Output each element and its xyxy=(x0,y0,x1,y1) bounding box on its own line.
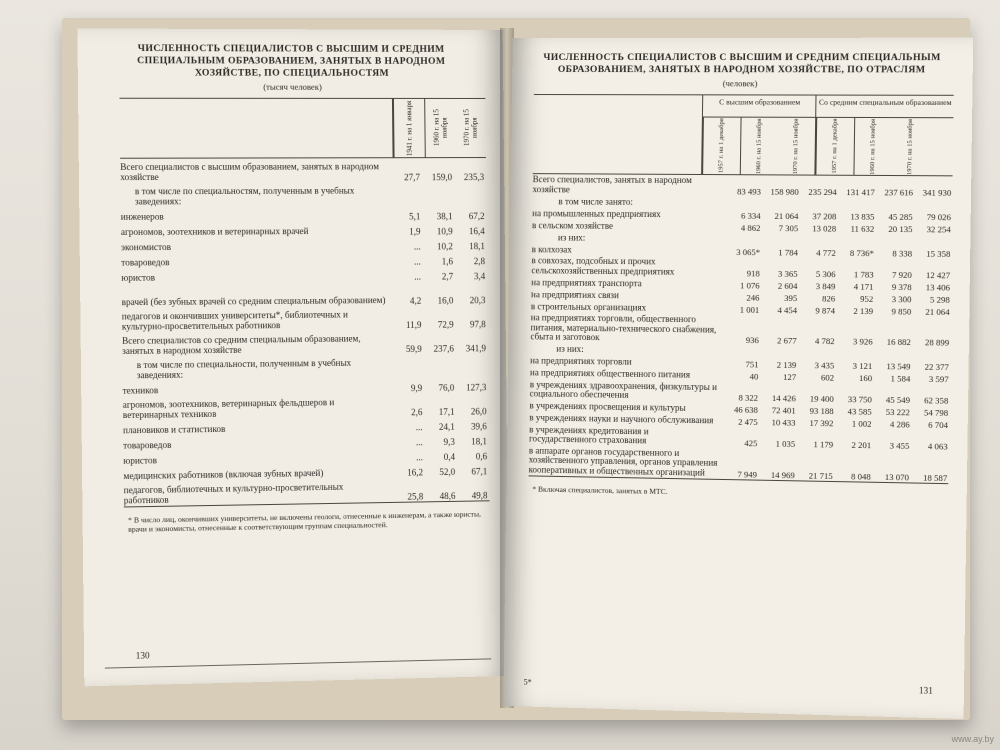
left-header-year: 1941 г. на 1 января xyxy=(393,99,425,157)
row-value: 59,9 xyxy=(405,343,422,355)
row-value: 237 616 xyxy=(884,186,914,198)
row-value: 4 454 xyxy=(777,304,798,315)
row-value: 45 285 xyxy=(888,211,913,222)
right-header-year: 1957 г. на 1 декабря xyxy=(703,118,741,175)
row-value: 246 xyxy=(746,291,760,303)
row-value: 1,6 xyxy=(441,256,454,267)
row-value: 40 xyxy=(749,371,759,382)
row-value: 3 849 xyxy=(815,280,836,291)
row-value: ... xyxy=(416,452,423,463)
left-page-title: ЧИСЛЕННОСТЬ СПЕЦИАЛИСТОВ С ВЫСШИМ И СРЕДНИМ СПЕЦИАЛЬНЫМ ОБРАЗОВАНИЕМ, ЗАНЯТЫХ В НАРОДНОМ ХОЗЯЙСТВЕ, ПО СПЕЦИАЛЬНОСТЯМ xyxy=(137,43,446,79)
row-value: 97,8 xyxy=(469,319,486,330)
row-value: 67,1 xyxy=(471,466,488,477)
row-value: 2,6 xyxy=(411,407,423,418)
row-value: 3,4 xyxy=(473,271,486,282)
row-value: 7 305 xyxy=(778,222,799,233)
row-value: 1 179 xyxy=(813,439,834,450)
row-value: 2,7 xyxy=(441,271,454,282)
row-value: 1 783 xyxy=(853,268,874,280)
row-value: 79 026 xyxy=(926,211,952,222)
row-value: 3 597 xyxy=(928,373,949,385)
row-value: 22 377 xyxy=(924,361,949,373)
row-value: 3 455 xyxy=(889,440,910,451)
row-value: 1 076 xyxy=(740,279,760,291)
row-value: 952 xyxy=(860,293,874,304)
row-value: 26,0 xyxy=(470,406,487,417)
table-row xyxy=(122,305,488,332)
row-label: Всего специалистов, занятых в народном хозяйстве xyxy=(532,174,692,194)
row-label: в том числе по специальностям, полученным в учебных заведениях: xyxy=(134,185,355,207)
row-label: педагогов, библиотечных и культурно-просветительных работников xyxy=(123,481,344,506)
row-value: 237,6 xyxy=(433,343,454,354)
row-label: агрономов, зоотехников, ветеринарных фельдшеров и ветеринарных техников xyxy=(122,397,335,421)
right-page-number: 131 xyxy=(918,685,933,696)
row-value: 4 286 xyxy=(889,419,910,430)
row-value: 8 048 xyxy=(851,470,871,482)
right-page-title: ЧИСЛЕННОСТЬ СПЕЦИАЛИСТОВ С ВЫСШИМ И СРЕДНИМ СПЕЦИАЛЬНЫМ ОБРАЗОВАНИЕМ, ЗАНЯТЫХ В НАРОДНОМ ХОЗЯЙСТВЕ, ПО ОТРАСЛЯМ xyxy=(543,52,941,76)
row-value: 1 584 xyxy=(890,373,911,384)
row-label: в учреждениях здравоохранения, физкультуры и социального обеспечения xyxy=(529,378,718,400)
row-label: в учреждениях просвещения и культуры xyxy=(529,400,686,413)
row-value: 33 750 xyxy=(847,394,872,405)
row-value: 3 365 xyxy=(777,268,798,279)
row-value: 3 065* xyxy=(736,246,761,257)
row-label: в строительных организациях xyxy=(530,300,647,313)
row-value: 9 378 xyxy=(891,281,912,292)
row-label: Всего специалистов с высшим образованием, занятых в народном хозяйстве xyxy=(120,161,379,183)
row-value: 13 549 xyxy=(886,361,911,372)
page-edge-line xyxy=(105,658,491,671)
row-value: 46 638 xyxy=(733,404,758,415)
row-value: 127 xyxy=(783,371,797,383)
row-value: 53 222 xyxy=(885,406,910,418)
row-value: 14 969 xyxy=(770,469,795,480)
row-label: в том числе по специальности, полученным в учебных заведениях: xyxy=(136,357,352,381)
left-header-year: 1970 г. на 15 ноября xyxy=(462,109,479,147)
row-value: 13 406 xyxy=(925,281,951,293)
row-value: 751 xyxy=(745,359,759,370)
row-value: 3 300 xyxy=(891,293,912,304)
watermark: www.ay.by xyxy=(951,734,994,744)
row-value: 7 920 xyxy=(892,269,912,280)
row-label: инженеров xyxy=(120,211,164,222)
row-value: 72,9 xyxy=(437,319,454,330)
row-label: в аппарате органов государственного и хозяйственного управления, органов управления кооперативных и общественных организаций xyxy=(528,444,718,478)
row-value: 3 926 xyxy=(852,336,873,347)
table-row xyxy=(532,174,952,198)
row-value: 21 715 xyxy=(808,469,833,481)
row-value: 2,8 xyxy=(473,256,486,267)
row-value: 52,0 xyxy=(439,466,456,478)
row-value: ... xyxy=(413,241,421,252)
right-header-year: 1960 г. на 15 ноября xyxy=(854,118,893,175)
row-value: 16,4 xyxy=(468,226,485,237)
left-table xyxy=(119,98,489,508)
row-label: на предприятиях торговли xyxy=(530,355,632,367)
row-value: 8 322 xyxy=(738,392,759,403)
row-label: на предприятиях связи xyxy=(531,288,619,300)
row-value: 1 784 xyxy=(778,246,798,258)
row-value: 21 064 xyxy=(774,210,799,221)
group-title: С высшим образованием xyxy=(703,95,816,118)
right-header-year: 1960 г. на 15 ноября xyxy=(740,118,779,175)
row-value: 32 254 xyxy=(926,223,951,234)
row-label: экономистов xyxy=(120,241,172,253)
row-value: 45 549 xyxy=(885,394,911,406)
row-label: педагогов и окончивших университеты*, библиотечных и культурно-просветительных работников xyxy=(121,309,349,332)
row-value: 5,1 xyxy=(408,211,421,222)
right-header-group-higher xyxy=(703,95,817,174)
row-value: 16 882 xyxy=(886,336,911,348)
row-value: 12 427 xyxy=(925,269,951,280)
row-value: 48,6 xyxy=(439,490,456,502)
left-table-body xyxy=(120,158,489,506)
row-value: 127,3 xyxy=(466,382,487,393)
row-value: 4 782 xyxy=(814,335,835,347)
row-label: юристов xyxy=(121,272,156,283)
row-label: товароведов xyxy=(123,439,172,451)
row-label: на промышленных предприятиях xyxy=(532,207,661,219)
row-value: 1 001 xyxy=(739,304,760,315)
row-value: 13 070 xyxy=(884,471,910,482)
table-row xyxy=(121,266,487,284)
right-table-body xyxy=(529,174,953,483)
row-value: 0,6 xyxy=(475,451,488,462)
row-value: 131 417 xyxy=(846,186,875,197)
signature-mark: 5* xyxy=(523,677,532,687)
row-value: 826 xyxy=(822,292,836,304)
row-value: 936 xyxy=(745,334,759,346)
row-value: 67,2 xyxy=(468,211,485,222)
row-value: 13 835 xyxy=(850,210,875,222)
row-value: 21 064 xyxy=(925,306,950,317)
left-header-blank xyxy=(119,99,393,158)
row-label: в учреждениях кредитования и государственного страхования xyxy=(528,423,649,446)
right-footnote: * Включая специалистов, занятых в МТС. xyxy=(532,484,668,497)
row-value: 10,2 xyxy=(436,241,453,252)
table-row xyxy=(122,329,488,357)
row-value: 39,6 xyxy=(470,421,487,432)
row-value: 20 135 xyxy=(888,223,913,234)
row-value: 235,3 xyxy=(463,172,485,183)
row-label: в учреждениях науки и научного обслуживания xyxy=(529,412,714,426)
row-value: 0,4 xyxy=(443,451,456,462)
row-value: 4,2 xyxy=(409,295,422,306)
row-value: 9 874 xyxy=(815,304,836,316)
row-value: 17,1 xyxy=(438,406,455,417)
row-value: ... xyxy=(415,422,423,433)
row-value: 341 930 xyxy=(922,186,952,198)
row-value: 5 306 xyxy=(815,268,836,279)
row-label: юристов xyxy=(123,455,157,466)
row-value: 10 433 xyxy=(771,417,796,428)
left-page-number: 130 xyxy=(135,650,150,661)
row-value: 18,1 xyxy=(471,436,487,447)
row-value: 16,2 xyxy=(407,467,424,478)
table-row xyxy=(123,392,489,421)
row-value: 341,9 xyxy=(465,343,487,354)
row-label: в сельском хозяйстве xyxy=(531,219,614,231)
left-table-header xyxy=(119,99,486,159)
row-value: 918 xyxy=(746,267,760,278)
left-header-year: 1960 г. на 15 ноября xyxy=(424,99,456,157)
table-row xyxy=(530,312,950,348)
row-label: техников xyxy=(122,385,159,396)
row-value: 3 121 xyxy=(852,360,873,371)
row-value: 1 035 xyxy=(775,438,796,449)
row-value: ... xyxy=(413,256,421,267)
table-row xyxy=(121,236,487,253)
row-value: 158 980 xyxy=(770,186,799,197)
table-row xyxy=(121,251,487,268)
row-label: плановиков и статистиков xyxy=(122,423,226,436)
row-value: 395 xyxy=(784,292,798,303)
row-label: в колхозах xyxy=(531,243,572,255)
row-value: 5 298 xyxy=(929,293,950,305)
row-value: 25,8 xyxy=(407,491,424,502)
row-value: 93 188 xyxy=(809,405,834,417)
row-value: ... xyxy=(414,271,422,282)
row-value: 6 334 xyxy=(741,210,761,221)
row-label: из них: xyxy=(557,231,586,243)
right-header-blank xyxy=(533,95,704,174)
row-value: 49,8 xyxy=(471,490,488,501)
row-value: 2 604 xyxy=(777,280,798,291)
row-value: 1 002 xyxy=(851,418,872,429)
row-value: 2 677 xyxy=(777,335,797,346)
row-value: 18,1 xyxy=(469,241,485,252)
row-value: 2 475 xyxy=(738,416,758,428)
row-value: 16,0 xyxy=(437,295,454,306)
row-label: агрономов, зоотехников и ветеринарных врачей xyxy=(120,225,309,238)
row-value: 43 585 xyxy=(847,406,872,417)
row-value: 54 798 xyxy=(923,407,949,418)
row-value: 72 401 xyxy=(771,405,796,416)
row-value: 3 435 xyxy=(814,360,835,371)
row-value: 8 338 xyxy=(892,247,913,259)
row-label: в совхозах, подсобных и прочих сельскохозяйственных предприятиях xyxy=(531,255,675,277)
row-value: 4 862 xyxy=(740,222,761,233)
row-value: 15 358 xyxy=(926,248,951,259)
row-value: 7 949 xyxy=(737,468,758,480)
row-value: 28 899 xyxy=(924,337,950,348)
row-value: 160 xyxy=(858,372,873,384)
table-row xyxy=(120,158,486,183)
right-page xyxy=(503,38,973,719)
row-value: 9 850 xyxy=(891,305,912,317)
row-value: 17 392 xyxy=(809,417,834,429)
row-value: 4 063 xyxy=(927,441,948,452)
row-value: 2 139 xyxy=(776,359,797,370)
left-page xyxy=(77,28,509,686)
row-value: 9,3 xyxy=(443,436,455,447)
row-value: 18 587 xyxy=(922,471,948,483)
row-label: в том числе занято: xyxy=(558,195,633,207)
row-value: 4 171 xyxy=(853,280,874,292)
left-page-unit: (тысяч человек) xyxy=(263,81,322,92)
right-header-year: 1957 г. на 1 декабря xyxy=(816,118,855,175)
row-label: на предприятиях торговли, общественного питания, материально-технического снабжения, сбыта и заготовок xyxy=(530,312,717,343)
group-title: Со средним специальным образованием xyxy=(817,96,954,119)
row-value: 602 xyxy=(820,372,835,383)
right-table xyxy=(529,94,954,484)
row-label: на предприятиях транспорта xyxy=(531,276,642,288)
left-footnote: * В число лиц, окончивших университеты, не включены геологи, отнесенные к инженерам, а также юристы, врачи и экономисты, отнесенные к соответствующим группам специальностей. xyxy=(128,509,481,534)
row-value: 20,3 xyxy=(469,295,486,306)
row-value: 83 493 xyxy=(737,185,762,197)
row-value: 62 358 xyxy=(924,395,949,406)
right-header-year: 1970 г. на 15 ноября xyxy=(906,118,915,175)
row-value: 19 400 xyxy=(809,393,834,404)
table-row xyxy=(121,281,487,308)
row-value: 4 772 xyxy=(816,247,836,258)
row-value: 76,0 xyxy=(438,382,455,393)
row-value: 425 xyxy=(744,437,758,449)
row-label: на предприятиях общественного питания xyxy=(529,367,691,380)
row-label: из них: xyxy=(556,343,584,354)
row-value: 2 139 xyxy=(853,305,874,316)
row-value: 37 208 xyxy=(812,210,837,221)
row-value: 1,9 xyxy=(409,226,421,237)
row-value: 2 201 xyxy=(851,439,872,451)
row-label: врачей (без зубных врачей со средним специальным образованием) xyxy=(121,294,386,308)
row-value: ... xyxy=(415,437,423,448)
row-value: 11 632 xyxy=(850,223,875,234)
right-header-group-secondary xyxy=(816,96,954,176)
row-value: 11,9 xyxy=(405,319,422,330)
table-row xyxy=(121,221,487,238)
table-row xyxy=(121,206,487,223)
row-value: 159,0 xyxy=(431,172,453,183)
right-page-unit: (человек) xyxy=(722,78,758,89)
table-row xyxy=(120,182,486,208)
row-value: 14 426 xyxy=(771,392,796,404)
row-label: медицинских работников (включая зубных врачей) xyxy=(123,467,324,482)
row-value: 27,7 xyxy=(404,172,421,183)
row-value: 13 028 xyxy=(812,222,837,234)
right-header-year: 1970 г. на 15 ноября xyxy=(792,118,801,175)
row-label: Всего специалистов со средним специальным образованием, занятых в народном хозяйстве xyxy=(121,333,361,357)
row-value: 38,1 xyxy=(436,211,453,222)
row-value: 9,9 xyxy=(410,382,423,394)
row-value: 10,9 xyxy=(436,226,453,237)
right-table-header xyxy=(533,95,954,176)
row-value: 24,1 xyxy=(438,421,455,432)
row-value: 235 294 xyxy=(808,186,837,197)
row-label: товароведов xyxy=(121,257,170,268)
row-value: 8 736* xyxy=(849,247,875,258)
row-value: 6 704 xyxy=(928,419,949,431)
